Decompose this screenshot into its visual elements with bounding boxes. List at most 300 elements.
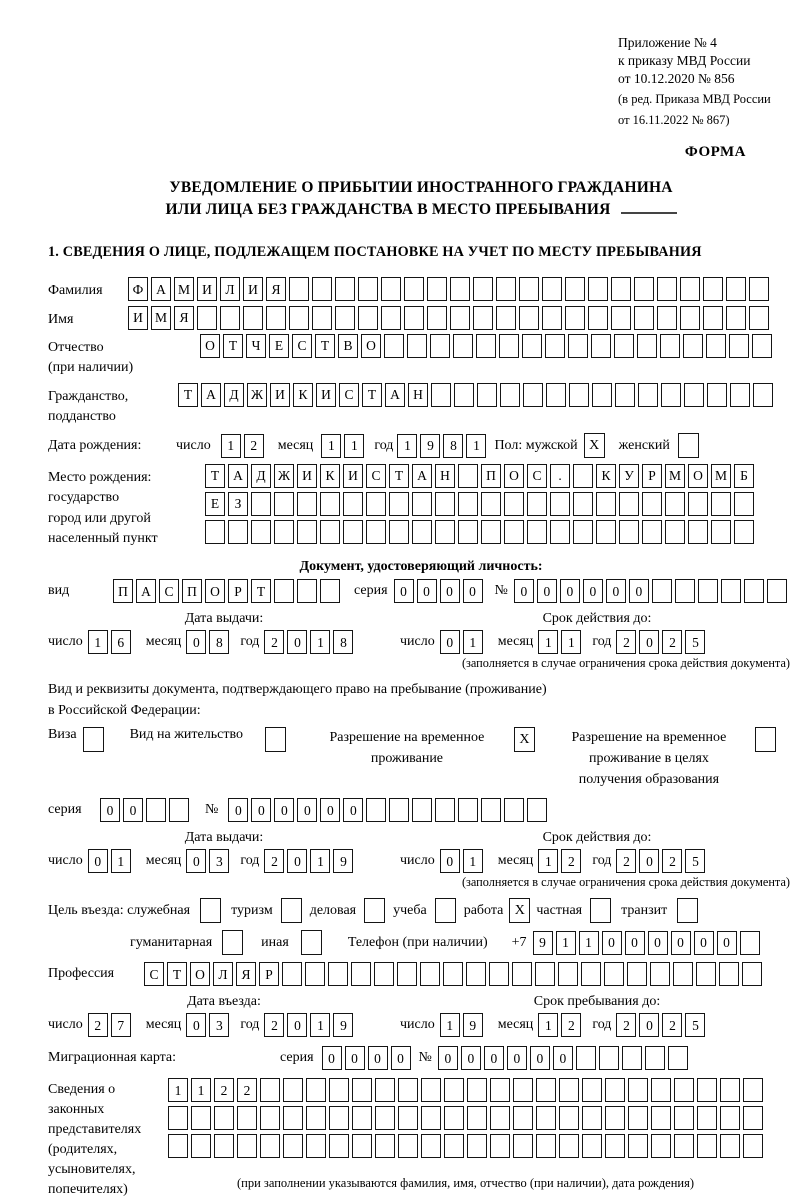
char-cell[interactable] <box>146 798 166 822</box>
char-cell[interactable] <box>642 520 662 544</box>
char-cell[interactable] <box>312 306 332 330</box>
char-cell[interactable]: 6 <box>111 630 131 654</box>
char-cell[interactable] <box>358 277 378 301</box>
char-cell[interactable]: 1 <box>561 630 581 654</box>
char-cell[interactable] <box>619 520 639 544</box>
char-cell[interactable] <box>604 962 624 986</box>
char-cell[interactable] <box>622 1046 642 1070</box>
char-cell[interactable] <box>490 1134 510 1158</box>
char-cell[interactable] <box>536 1106 556 1130</box>
char-cell[interactable]: А <box>151 277 171 301</box>
purpose-business-checkbox[interactable] <box>364 898 385 923</box>
char-cell[interactable] <box>458 520 478 544</box>
char-cell[interactable]: 2 <box>561 1013 581 1037</box>
char-cell[interactable] <box>289 277 309 301</box>
char-cell[interactable]: 1 <box>463 630 483 654</box>
char-cell[interactable]: 0 <box>625 931 645 955</box>
char-cell[interactable]: 0 <box>394 579 414 603</box>
char-cell[interactable] <box>496 306 516 330</box>
char-cell[interactable]: Т <box>389 464 409 488</box>
char-cell[interactable]: 0 <box>123 798 143 822</box>
char-cell[interactable] <box>661 383 681 407</box>
char-cell[interactable] <box>628 1078 648 1102</box>
visa-checkbox[interactable] <box>83 727 104 752</box>
char-cell[interactable]: 0 <box>297 798 317 822</box>
purpose-transit-checkbox[interactable] <box>677 898 698 923</box>
char-cell[interactable]: 2 <box>88 1013 108 1037</box>
char-cell[interactable] <box>703 277 723 301</box>
char-cell[interactable]: Т <box>251 579 271 603</box>
char-cell[interactable]: 1 <box>440 1013 460 1037</box>
char-cell[interactable] <box>697 1078 717 1102</box>
char-cell[interactable] <box>673 962 693 986</box>
char-cell[interactable]: С <box>366 464 386 488</box>
char-cell[interactable] <box>615 383 635 407</box>
char-cell[interactable] <box>389 520 409 544</box>
char-cell[interactable]: 9 <box>333 1013 353 1037</box>
char-cell[interactable]: 1 <box>310 849 330 873</box>
char-cell[interactable]: 0 <box>639 849 659 873</box>
char-cell[interactable]: 1 <box>111 849 131 873</box>
char-cell[interactable]: 9 <box>533 931 553 955</box>
char-cell[interactable]: 0 <box>368 1046 388 1070</box>
char-cell[interactable]: 1 <box>310 630 330 654</box>
char-cell[interactable] <box>703 306 723 330</box>
char-cell[interactable]: А <box>201 383 221 407</box>
char-cell[interactable] <box>283 1134 303 1158</box>
char-cell[interactable] <box>605 1106 625 1130</box>
char-cell[interactable] <box>251 492 271 516</box>
char-cell[interactable]: 2 <box>244 434 264 458</box>
char-cell[interactable] <box>389 492 409 516</box>
char-cell[interactable] <box>381 306 401 330</box>
char-cell[interactable] <box>542 306 562 330</box>
char-cell[interactable]: 2 <box>264 630 284 654</box>
char-cell[interactable]: 9 <box>463 1013 483 1037</box>
char-cell[interactable] <box>749 277 769 301</box>
char-cell[interactable] <box>588 277 608 301</box>
char-cell[interactable] <box>652 579 672 603</box>
char-cell[interactable]: 5 <box>685 1013 705 1037</box>
char-cell[interactable]: Р <box>642 464 662 488</box>
char-cell[interactable] <box>398 1078 418 1102</box>
char-cell[interactable] <box>711 492 731 516</box>
char-cell[interactable] <box>726 277 746 301</box>
char-cell[interactable]: 0 <box>186 849 206 873</box>
char-cell[interactable]: С <box>527 464 547 488</box>
sex-female-checkbox[interactable] <box>678 433 699 458</box>
char-cell[interactable] <box>680 277 700 301</box>
char-cell[interactable]: Б <box>734 464 754 488</box>
char-cell[interactable] <box>637 334 657 358</box>
char-cell[interactable] <box>696 962 716 986</box>
char-cell[interactable] <box>274 579 294 603</box>
char-cell[interactable]: 0 <box>648 931 668 955</box>
char-cell[interactable] <box>352 1078 372 1102</box>
char-cell[interactable]: 0 <box>440 579 460 603</box>
char-cell[interactable]: 2 <box>662 1013 682 1037</box>
char-cell[interactable] <box>721 579 741 603</box>
char-cell[interactable]: 2 <box>264 849 284 873</box>
char-cell[interactable]: К <box>320 464 340 488</box>
char-cell[interactable] <box>559 1134 579 1158</box>
char-cell[interactable]: 0 <box>629 579 649 603</box>
char-cell[interactable] <box>674 1106 694 1130</box>
char-cell[interactable] <box>720 1078 740 1102</box>
char-cell[interactable] <box>512 962 532 986</box>
char-cell[interactable]: 8 <box>333 630 353 654</box>
char-cell[interactable]: И <box>316 383 336 407</box>
char-cell[interactable] <box>260 1134 280 1158</box>
char-cell[interactable] <box>274 520 294 544</box>
char-cell[interactable]: М <box>665 464 685 488</box>
char-cell[interactable]: 0 <box>461 1046 481 1070</box>
char-cell[interactable] <box>711 520 731 544</box>
char-cell[interactable] <box>458 492 478 516</box>
char-cell[interactable]: Р <box>228 579 248 603</box>
char-cell[interactable] <box>729 334 749 358</box>
char-cell[interactable]: О <box>190 962 210 986</box>
char-cell[interactable] <box>282 962 302 986</box>
char-cell[interactable] <box>481 492 501 516</box>
char-cell[interactable]: 2 <box>616 630 636 654</box>
edu-permit-checkbox[interactable] <box>755 727 776 752</box>
char-cell[interactable] <box>743 1078 763 1102</box>
char-cell[interactable]: 2 <box>214 1078 234 1102</box>
char-cell[interactable] <box>329 1078 349 1102</box>
char-cell[interactable] <box>706 334 726 358</box>
char-cell[interactable] <box>343 492 363 516</box>
temp-permit-checkbox[interactable]: X <box>514 727 535 752</box>
char-cell[interactable] <box>527 798 547 822</box>
char-cell[interactable] <box>266 306 286 330</box>
char-cell[interactable] <box>614 334 634 358</box>
char-cell[interactable] <box>473 277 493 301</box>
char-cell[interactable] <box>581 962 601 986</box>
char-cell[interactable] <box>343 520 363 544</box>
char-cell[interactable]: Ч <box>246 334 266 358</box>
char-cell[interactable] <box>650 962 670 986</box>
char-cell[interactable] <box>444 1078 464 1102</box>
char-cell[interactable]: М <box>711 464 731 488</box>
char-cell[interactable] <box>684 383 704 407</box>
char-cell[interactable] <box>519 277 539 301</box>
char-cell[interactable] <box>289 306 309 330</box>
char-cell[interactable] <box>320 579 340 603</box>
char-cell[interactable]: Д <box>251 464 271 488</box>
char-cell[interactable] <box>688 492 708 516</box>
char-cell[interactable] <box>591 334 611 358</box>
char-cell[interactable] <box>312 277 332 301</box>
char-cell[interactable] <box>619 492 639 516</box>
char-cell[interactable] <box>573 464 593 488</box>
char-cell[interactable] <box>375 1106 395 1130</box>
char-cell[interactable] <box>674 1134 694 1158</box>
char-cell[interactable] <box>237 1134 257 1158</box>
char-cell[interactable] <box>169 798 189 822</box>
char-cell[interactable] <box>404 277 424 301</box>
char-cell[interactable]: 3 <box>209 1013 229 1037</box>
char-cell[interactable] <box>481 520 501 544</box>
char-cell[interactable] <box>657 277 677 301</box>
char-cell[interactable] <box>674 1078 694 1102</box>
char-cell[interactable]: А <box>136 579 156 603</box>
char-cell[interactable] <box>605 1134 625 1158</box>
char-cell[interactable] <box>651 1106 671 1130</box>
char-cell[interactable] <box>467 1078 487 1102</box>
char-cell[interactable]: Л <box>220 277 240 301</box>
char-cell[interactable] <box>499 334 519 358</box>
char-cell[interactable]: . <box>550 464 570 488</box>
char-cell[interactable]: 1 <box>579 931 599 955</box>
char-cell[interactable] <box>720 1134 740 1158</box>
char-cell[interactable]: 8 <box>443 434 463 458</box>
char-cell[interactable] <box>283 1078 303 1102</box>
char-cell[interactable]: С <box>292 334 312 358</box>
char-cell[interactable] <box>260 1106 280 1130</box>
char-cell[interactable]: 0 <box>484 1046 504 1070</box>
char-cell[interactable] <box>228 520 248 544</box>
char-cell[interactable] <box>582 1106 602 1130</box>
char-cell[interactable] <box>191 1134 211 1158</box>
char-cell[interactable]: 0 <box>537 579 557 603</box>
char-cell[interactable] <box>535 962 555 986</box>
char-cell[interactable]: С <box>144 962 164 986</box>
char-cell[interactable] <box>251 520 271 544</box>
char-cell[interactable]: О <box>504 464 524 488</box>
char-cell[interactable] <box>698 579 718 603</box>
char-cell[interactable]: 1 <box>88 630 108 654</box>
char-cell[interactable] <box>588 306 608 330</box>
char-cell[interactable] <box>397 962 417 986</box>
char-cell[interactable] <box>542 277 562 301</box>
char-cell[interactable]: 2 <box>561 849 581 873</box>
char-cell[interactable] <box>398 1134 418 1158</box>
char-cell[interactable] <box>536 1134 556 1158</box>
char-cell[interactable]: 3 <box>209 849 229 873</box>
char-cell[interactable] <box>335 277 355 301</box>
char-cell[interactable]: И <box>197 277 217 301</box>
char-cell[interactable] <box>412 520 432 544</box>
char-cell[interactable] <box>546 383 566 407</box>
char-cell[interactable]: Н <box>435 464 455 488</box>
char-cell[interactable] <box>427 306 447 330</box>
char-cell[interactable]: 0 <box>583 579 603 603</box>
char-cell[interactable] <box>536 1078 556 1102</box>
char-cell[interactable]: И <box>297 464 317 488</box>
char-cell[interactable]: П <box>113 579 133 603</box>
char-cell[interactable] <box>642 492 662 516</box>
char-cell[interactable]: М <box>151 306 171 330</box>
char-cell[interactable]: 0 <box>228 798 248 822</box>
char-cell[interactable] <box>374 962 394 986</box>
char-cell[interactable] <box>527 520 547 544</box>
char-cell[interactable]: А <box>385 383 405 407</box>
char-cell[interactable] <box>481 798 501 822</box>
char-cell[interactable] <box>490 1106 510 1130</box>
char-cell[interactable]: 1 <box>397 434 417 458</box>
char-cell[interactable]: 0 <box>322 1046 342 1070</box>
char-cell[interactable] <box>450 306 470 330</box>
char-cell[interactable] <box>680 306 700 330</box>
char-cell[interactable]: О <box>205 579 225 603</box>
char-cell[interactable]: Н <box>408 383 428 407</box>
char-cell[interactable] <box>366 798 386 822</box>
char-cell[interactable]: У <box>619 464 639 488</box>
char-cell[interactable]: Ф <box>128 277 148 301</box>
char-cell[interactable] <box>726 306 746 330</box>
purpose-humanitarian-checkbox[interactable] <box>222 930 243 955</box>
char-cell[interactable] <box>329 1106 349 1130</box>
char-cell[interactable] <box>628 1106 648 1130</box>
char-cell[interactable] <box>306 1078 326 1102</box>
char-cell[interactable]: И <box>128 306 148 330</box>
char-cell[interactable] <box>476 334 496 358</box>
char-cell[interactable] <box>168 1134 188 1158</box>
sex-male-checkbox[interactable]: X <box>584 433 605 458</box>
char-cell[interactable]: 0 <box>440 849 460 873</box>
char-cell[interactable] <box>596 520 616 544</box>
char-cell[interactable]: 1 <box>538 1013 558 1037</box>
char-cell[interactable]: К <box>596 464 616 488</box>
char-cell[interactable] <box>559 1078 579 1102</box>
char-cell[interactable]: 0 <box>553 1046 573 1070</box>
char-cell[interactable] <box>522 334 542 358</box>
purpose-work-checkbox[interactable]: X <box>509 898 530 923</box>
char-cell[interactable] <box>435 798 455 822</box>
char-cell[interactable] <box>283 1106 303 1130</box>
char-cell[interactable]: Т <box>362 383 382 407</box>
char-cell[interactable] <box>559 1106 579 1130</box>
char-cell[interactable] <box>220 306 240 330</box>
char-cell[interactable]: 7 <box>111 1013 131 1037</box>
char-cell[interactable] <box>592 383 612 407</box>
char-cell[interactable]: 0 <box>717 931 737 955</box>
char-cell[interactable] <box>568 334 588 358</box>
char-cell[interactable] <box>734 492 754 516</box>
char-cell[interactable]: 0 <box>186 1013 206 1037</box>
char-cell[interactable]: 0 <box>251 798 271 822</box>
char-cell[interactable]: 2 <box>616 1013 636 1037</box>
char-cell[interactable] <box>675 579 695 603</box>
char-cell[interactable] <box>569 383 589 407</box>
char-cell[interactable]: 0 <box>530 1046 550 1070</box>
char-cell[interactable] <box>306 1106 326 1130</box>
purpose-private-checkbox[interactable] <box>590 898 611 923</box>
residence-permit-checkbox[interactable] <box>265 727 286 752</box>
char-cell[interactable] <box>466 962 486 986</box>
char-cell[interactable] <box>565 277 585 301</box>
char-cell[interactable] <box>306 1134 326 1158</box>
char-cell[interactable] <box>205 520 225 544</box>
char-cell[interactable]: 9 <box>333 849 353 873</box>
char-cell[interactable]: И <box>270 383 290 407</box>
char-cell[interactable] <box>611 277 631 301</box>
char-cell[interactable] <box>500 383 520 407</box>
char-cell[interactable] <box>352 1134 372 1158</box>
char-cell[interactable] <box>431 383 451 407</box>
char-cell[interactable]: 2 <box>662 630 682 654</box>
char-cell[interactable] <box>375 1078 395 1102</box>
char-cell[interactable]: К <box>293 383 313 407</box>
char-cell[interactable] <box>335 306 355 330</box>
char-cell[interactable]: 2 <box>264 1013 284 1037</box>
char-cell[interactable]: И <box>243 277 263 301</box>
char-cell[interactable] <box>320 520 340 544</box>
char-cell[interactable]: 0 <box>463 579 483 603</box>
char-cell[interactable] <box>320 492 340 516</box>
char-cell[interactable] <box>496 277 516 301</box>
char-cell[interactable]: 5 <box>685 849 705 873</box>
char-cell[interactable] <box>435 520 455 544</box>
char-cell[interactable]: 0 <box>639 630 659 654</box>
char-cell[interactable]: 1 <box>538 849 558 873</box>
char-cell[interactable]: П <box>182 579 202 603</box>
char-cell[interactable]: Р <box>259 962 279 986</box>
char-cell[interactable]: О <box>361 334 381 358</box>
char-cell[interactable] <box>720 1106 740 1130</box>
char-cell[interactable] <box>458 464 478 488</box>
char-cell[interactable]: 9 <box>420 434 440 458</box>
char-cell[interactable] <box>467 1134 487 1158</box>
char-cell[interactable] <box>351 962 371 986</box>
char-cell[interactable]: А <box>412 464 432 488</box>
char-cell[interactable] <box>477 383 497 407</box>
char-cell[interactable] <box>576 1046 596 1070</box>
char-cell[interactable]: 0 <box>274 798 294 822</box>
char-cell[interactable]: 0 <box>88 849 108 873</box>
char-cell[interactable] <box>752 334 772 358</box>
char-cell[interactable] <box>519 306 539 330</box>
char-cell[interactable]: 0 <box>602 931 622 955</box>
char-cell[interactable] <box>513 1134 533 1158</box>
char-cell[interactable] <box>513 1078 533 1102</box>
char-cell[interactable]: 0 <box>320 798 340 822</box>
char-cell[interactable] <box>697 1134 717 1158</box>
char-cell[interactable] <box>683 334 703 358</box>
char-cell[interactable] <box>719 962 739 986</box>
char-cell[interactable] <box>168 1106 188 1130</box>
char-cell[interactable] <box>412 798 432 822</box>
char-cell[interactable]: Я <box>266 277 286 301</box>
char-cell[interactable] <box>444 1134 464 1158</box>
char-cell[interactable]: 0 <box>440 630 460 654</box>
char-cell[interactable] <box>665 520 685 544</box>
char-cell[interactable] <box>197 306 217 330</box>
char-cell[interactable] <box>550 492 570 516</box>
char-cell[interactable] <box>749 306 769 330</box>
purpose-study-checkbox[interactable] <box>435 898 456 923</box>
char-cell[interactable] <box>274 492 294 516</box>
char-cell[interactable]: 0 <box>417 579 437 603</box>
char-cell[interactable] <box>645 1046 665 1070</box>
char-cell[interactable] <box>366 492 386 516</box>
char-cell[interactable] <box>467 1106 487 1130</box>
char-cell[interactable] <box>297 492 317 516</box>
char-cell[interactable]: 1 <box>344 434 364 458</box>
char-cell[interactable] <box>743 1134 763 1158</box>
char-cell[interactable]: 8 <box>209 630 229 654</box>
char-cell[interactable]: Т <box>205 464 225 488</box>
char-cell[interactable] <box>352 1106 372 1130</box>
char-cell[interactable]: О <box>200 334 220 358</box>
char-cell[interactable]: 1 <box>556 931 576 955</box>
char-cell[interactable] <box>358 306 378 330</box>
char-cell[interactable] <box>421 1134 441 1158</box>
char-cell[interactable]: 2 <box>662 849 682 873</box>
char-cell[interactable] <box>375 1134 395 1158</box>
char-cell[interactable] <box>742 962 762 986</box>
